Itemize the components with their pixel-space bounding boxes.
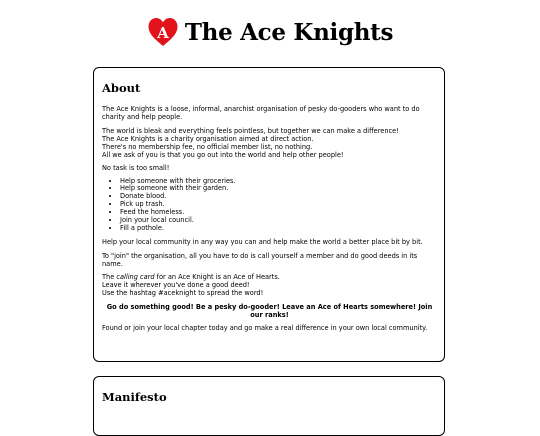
task-item: • Join your local council. xyxy=(120,217,437,225)
task-item: • Fill a pothole. xyxy=(120,225,437,233)
manifesto-card xyxy=(93,376,445,436)
about-heading: About xyxy=(102,81,141,95)
task-item: • Feed the homeless. xyxy=(120,209,437,217)
task-item: • Pick up trash. xyxy=(120,201,437,209)
world-line: All we ask of you is that you go out into the world and help other people! xyxy=(102,150,344,159)
calling-card-text xyxy=(102,273,437,297)
about-intro: The Ace Knights is a loose, informal, anarchist organisation of pesky do-gooders who want to do charity and help people. xyxy=(102,105,420,121)
task-item: • Help someone with their groceries. xyxy=(120,178,437,186)
world-line: The world is bleak and everything feels pointless, but together we can make a difference! xyxy=(102,126,399,135)
ace-of-hearts-icon xyxy=(147,16,179,48)
about-card xyxy=(93,67,445,362)
join-text: To "join" the organisation, all you have to do is call yourself a member and do good deeds in its name. xyxy=(102,251,418,268)
card-line: Leave it wherever you've done a good deed! xyxy=(102,281,250,290)
card-suffix: for an Ace Knight is an Ace of Hearts. xyxy=(154,273,280,282)
svg-text:A: A xyxy=(157,24,169,42)
task-list xyxy=(102,178,437,233)
card-line: Use the hashtag #aceknight to spread the word! xyxy=(102,289,264,298)
about-footer: Found or join your local chapter today and go make a real difference in your own local community. xyxy=(102,324,428,333)
world-line: There's no membership fee, no official member list, no nothing. xyxy=(102,142,313,151)
world-line: The Ace Knights is a charity organisation aimed at direct action. xyxy=(102,134,314,143)
site-title: The Ace Knights xyxy=(184,18,394,46)
card-emphasis: calling card xyxy=(116,273,155,282)
card-prefix: The xyxy=(102,273,117,282)
about-world xyxy=(102,127,437,159)
call-to-action: Go do something good! Be a pesky do-gooder! Leave an Ace of Hearts somewhere! Join our ranks! xyxy=(106,302,433,319)
community-text: Help your local community in any way you can and help make the world a better place bit by bit. xyxy=(102,238,423,247)
site-header xyxy=(0,14,540,50)
task-item: • Donate blood. xyxy=(120,193,437,201)
task-line: No task is too small! xyxy=(102,164,170,172)
task-item: • Help someone with their garden. xyxy=(120,185,437,193)
manifesto-heading: Manifesto xyxy=(102,390,167,404)
